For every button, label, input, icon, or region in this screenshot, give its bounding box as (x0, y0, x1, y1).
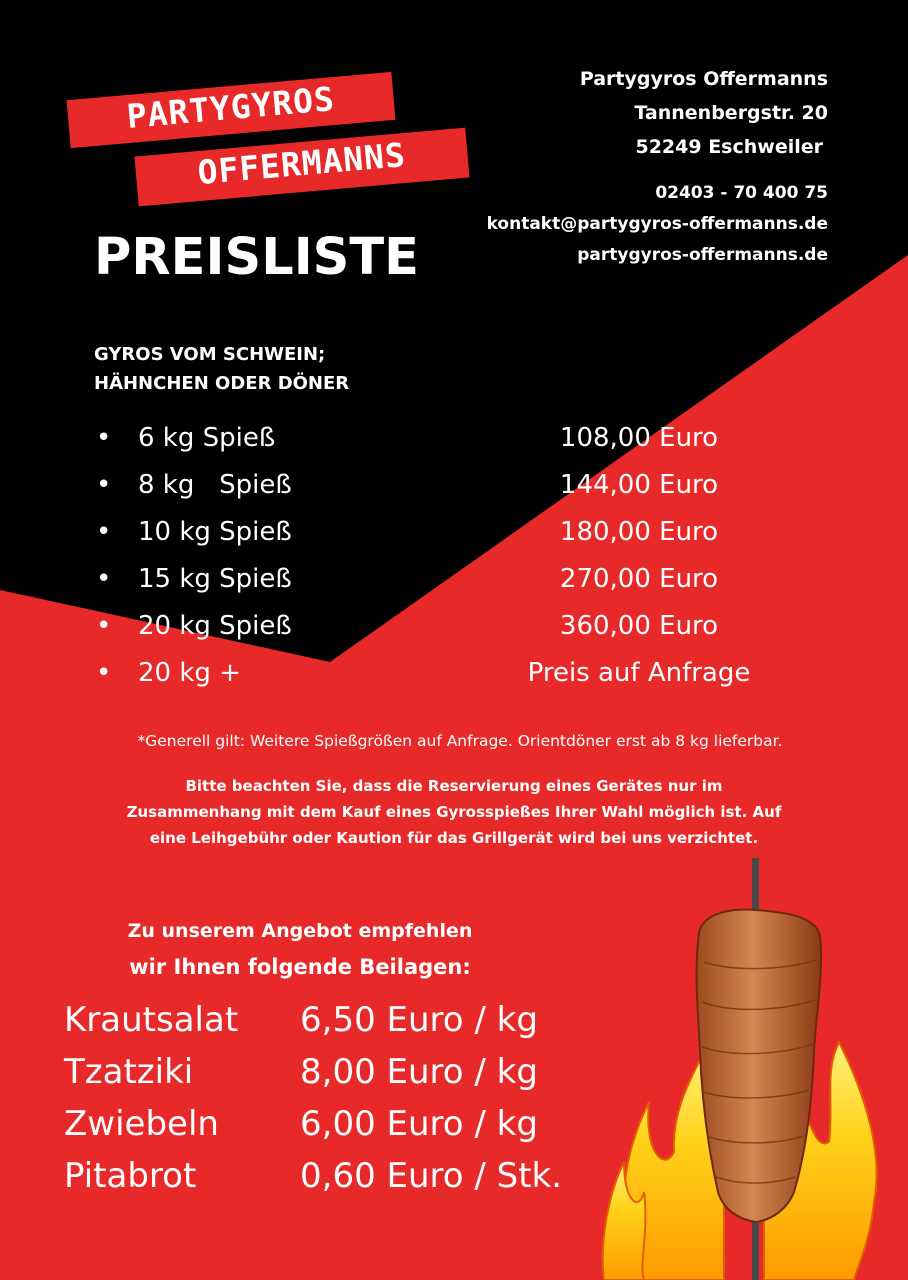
city: 52249 Eschweiler (635, 136, 823, 158)
item-price: 180,00 Euro (559, 517, 719, 547)
item-price: Preis auf Anfrage (527, 658, 751, 688)
address (487, 62, 828, 164)
email-address: kontakt@partygyros-offermanns.de (486, 214, 828, 234)
contact-details (487, 178, 828, 271)
bullet-icon: • (96, 658, 112, 688)
price-item (96, 564, 816, 611)
side-name: Tzatziki (64, 1052, 194, 1092)
bullet-icon: • (96, 470, 112, 500)
side-name: Pitabrot (64, 1156, 197, 1196)
price-item (96, 423, 816, 470)
street: Tannenbergstr. 20 (634, 102, 828, 124)
item-price: 360,00 Euro (559, 611, 719, 641)
website: partygyros-offermanns.de (577, 245, 828, 265)
general-note: *Generell gilt: Weitere Spießgrößen auf Anfrage. Orientdöner erst ab 8 kg lieferbar. (137, 732, 783, 750)
price-item (96, 658, 816, 705)
price-item (96, 611, 816, 658)
category-heading: GYROS VOM SCHWEIN; HÄHNCHEN ODER DÖNER (94, 344, 350, 394)
bullet-icon: • (96, 611, 112, 641)
business-name: Partygyros Offermanns (579, 68, 828, 90)
item-name: 8 kg Spieß (138, 470, 292, 500)
side-price: 0,60 Euro / Stk. (300, 1156, 563, 1196)
sides-heading: Zu unserem Angebot empfehlen wir Ihnen folgende Beilagen: (127, 920, 473, 979)
side-name: Krautsalat (64, 1000, 239, 1040)
gyros-spit-image (594, 852, 894, 1280)
reservation-notice: Bitte beachten Sie, dass die Reservierung eines Gerätes nur im Zusammenhang mit dem Kauf eines Gyrosspießes Ihrer Wahl möglich ist. Auf eine Leihgebühr oder Kaution für das Grillgerät wird bei uns verzichtet. (126, 777, 782, 847)
item-price: 270,00 Euro (559, 564, 719, 594)
bullet-icon: • (96, 564, 112, 594)
item-name: 20 kg + (138, 658, 241, 688)
side-name: Zwiebeln (64, 1104, 219, 1144)
contact-block (487, 62, 828, 271)
logo (64, 72, 474, 202)
item-price: 108,00 Euro (559, 423, 719, 453)
logo-line-2: OFFERMANNS (134, 128, 469, 207)
logo-line-1: PARTYGYROS (67, 72, 396, 148)
price-item (96, 470, 816, 517)
side-price: 8,00 Euro / kg (300, 1052, 538, 1092)
phone-number: 02403 - 70 400 75 (655, 183, 828, 203)
item-name: 6 kg Spieß (138, 423, 276, 453)
price-item (96, 517, 816, 564)
item-price: 144,00 Euro (559, 470, 719, 500)
item-name: 10 kg Spieß (138, 517, 292, 547)
side-price: 6,00 Euro / kg (300, 1104, 538, 1144)
bullet-icon: • (96, 423, 112, 453)
side-price: 6,50 Euro / kg (300, 1000, 538, 1040)
item-name: 15 kg Spieß (138, 564, 292, 594)
item-name: 20 kg Spieß (138, 611, 292, 641)
bullet-icon: • (96, 517, 112, 547)
price-list (96, 423, 816, 705)
page-title: PREISLISTE (94, 228, 420, 287)
